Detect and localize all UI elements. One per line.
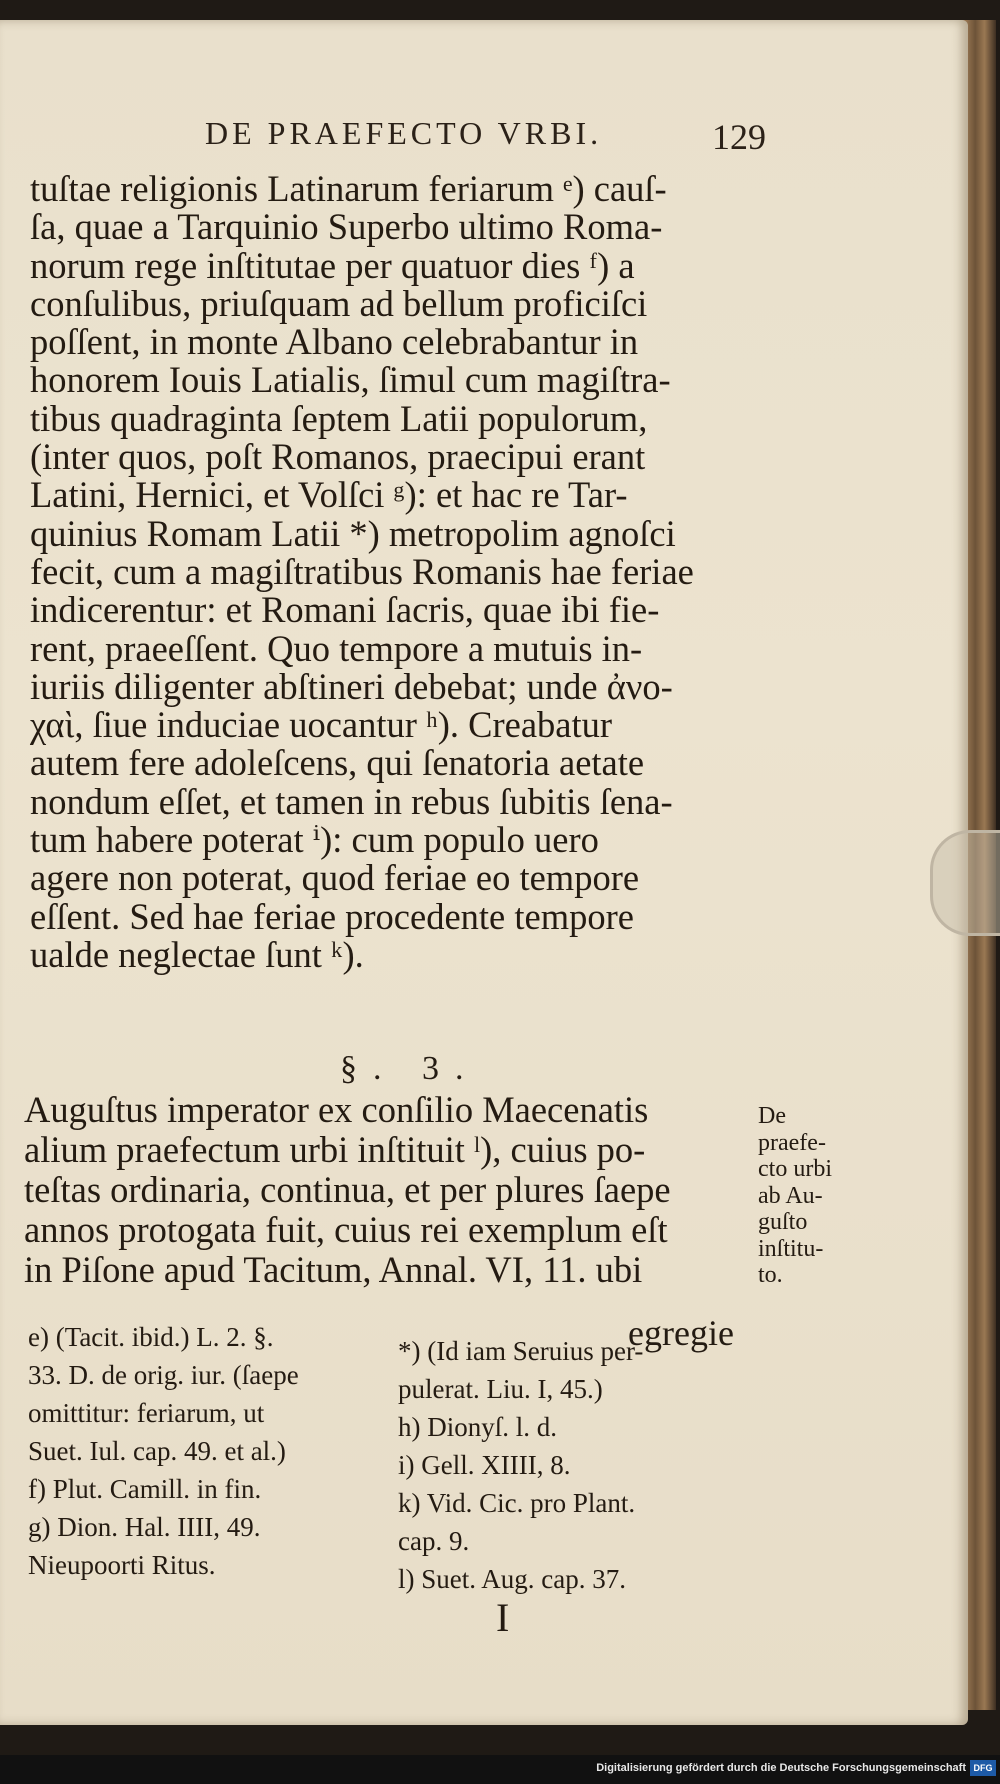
footnote-line: i) Gell. XIIII, 8. — [398, 1450, 571, 1480]
footnotes-left — [28, 1318, 368, 1584]
text-line: quinius Romam Latii *) metropolim agnoſci — [30, 512, 676, 554]
text-line: Auguſtus imperator ex conſilio Maecenatis — [24, 1089, 649, 1130]
footnote-line: *) (Id iam Seruius per- — [398, 1336, 644, 1366]
margin-note-line: inſtitu- — [758, 1235, 824, 1262]
text-line: alium praefectum urbi inſtituit ˡ), cuius po- — [24, 1129, 646, 1170]
text-line: Latini, Hernici, et Volſci ᵍ): et hac re Tar- — [30, 474, 628, 516]
margin-note-line: ab Au- — [758, 1182, 823, 1209]
text-line: (inter quos, poſt Romanos, praecipui erant — [30, 436, 646, 478]
text-line: ualde neglectae ſunt ᵏ). — [30, 933, 364, 975]
text-line: conſulibus, priuſquam ad bellum proficiſci — [30, 282, 648, 324]
text-line: tum habere poterat ⁱ): cum populo uero — [30, 819, 599, 861]
signature-mark: I — [496, 1595, 510, 1640]
page-clip — [930, 830, 1000, 936]
footnote-line: Nieupoorti Ritus. — [28, 1550, 216, 1580]
text-line: teſtas ordinaria, continua, et per plures ſaepe — [24, 1169, 671, 1210]
running-head: DE PRAEFECTO VRBI. — [205, 115, 603, 151]
text-line: indicerentur: et Romani ſacris, quae ibi fie- — [30, 589, 660, 631]
text-line: eſſent. Sed hae feriae procedente tempore — [30, 895, 634, 937]
page-number: 129 — [712, 117, 766, 157]
footnote-line: l) Suet. Aug. cap. 37. — [398, 1564, 626, 1594]
text-line: fecit, cum a magiſtratibus Romanis hae feriae — [30, 550, 694, 592]
dfg-logo: DFG — [970, 1760, 996, 1776]
text-line: annos protogata fuit, cuius rei exemplum eſt — [24, 1209, 668, 1250]
footnotes-right — [398, 1332, 738, 1598]
margin-note-line: praefe- — [758, 1129, 826, 1156]
footnote-line: f) Plut. Camill. in fin. — [28, 1474, 262, 1504]
paragraph-2 — [24, 1090, 764, 1290]
margin-note-line: De — [758, 1103, 786, 1129]
margin-note-line: to. — [758, 1262, 783, 1288]
text-line: ſa, quae a Tarquinio Superbo ultimo Roma- — [30, 206, 663, 248]
text-line: autem fere adoleſcens, qui ſenatoria aetate — [30, 742, 645, 784]
footnote-line: k) Vid. Cic. pro Plant. — [398, 1488, 636, 1518]
funding-credit: Digitalisierung gefördert durch die Deutsche Forschungsgemeinschaft — [596, 1762, 966, 1774]
footnote-line: Suet. Iul. cap. 49. et al.) — [28, 1436, 286, 1466]
text-line: χαὶ, ſiue induciae uocantur ʰ). Creabatur — [30, 704, 613, 746]
margin-note-line: cto urbi — [758, 1156, 832, 1182]
text-line: in Piſone apud Tacitum, Annal. VI, 11. ubi — [24, 1249, 643, 1290]
footnote-line: cap. 9. — [398, 1526, 470, 1556]
text-line: nondum eſſet, et tamen in rebus ſubitis ſena- — [30, 780, 673, 822]
footnote-line: e) (Tacit. ibid.) L. 2. §. — [28, 1322, 274, 1352]
footnote-line: omittitur: feriarum, ut — [28, 1398, 265, 1428]
text-line: tuſtae religionis Latinarum feriarum ᵉ) cauſ- — [30, 168, 667, 209]
text-line: tibus quadraginta ſeptem Latii populorum, — [30, 397, 648, 439]
footnote-line: 33. D. de orig. iur. (ſaepe — [28, 1360, 299, 1390]
text-line: honorem Iouis Latialis, ſimul cum magiſtra- — [30, 359, 671, 401]
text-line: poſſent, in monte Albano celebrabantur in — [30, 321, 639, 363]
book-page — [0, 20, 968, 1725]
catchword: egregie — [628, 1313, 734, 1353]
section-heading: §. 3. — [340, 1050, 480, 1087]
margin-note-line: guſto — [758, 1209, 808, 1235]
text-line: rent, praeeſſent. Quo tempore a mutuis in- — [30, 627, 643, 669]
text-line: norum rege inſtitutae per quatuor dies ᶠ) a — [30, 244, 635, 286]
text-line: agere non poterat, quod feriae eo tempore — [30, 857, 640, 899]
paragraph-1 — [30, 170, 770, 974]
footnote-line: pulerat. Liu. I, 45.) — [398, 1374, 603, 1404]
footnote-line: h) Dionyſ. l. d. — [398, 1412, 557, 1442]
text-line: iuriis diligenter abſtineri debebat; unde ἀνο- — [30, 665, 673, 707]
footnote-line: g) Dion. Hal. IIII, 49. — [28, 1512, 261, 1542]
margin-note — [758, 1103, 838, 1289]
